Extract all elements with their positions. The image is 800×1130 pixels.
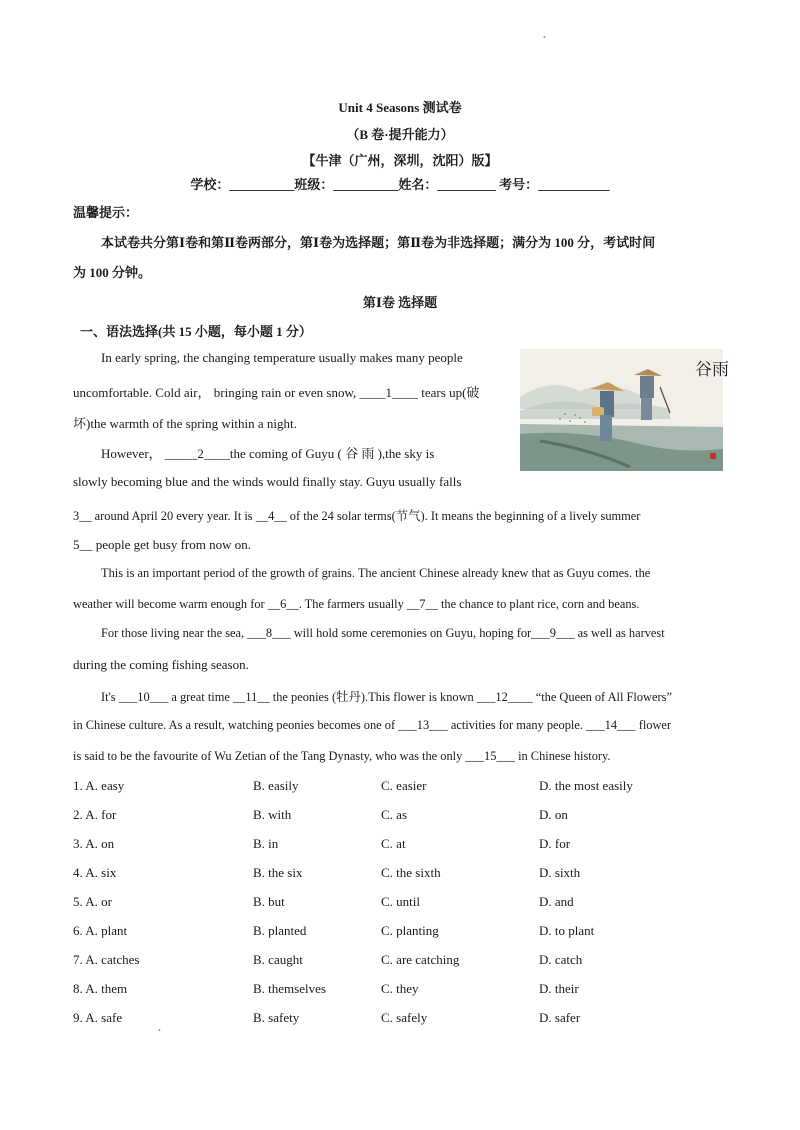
passage-line: However， _____2____the coming of Guyu ( 谷 雨 ),the sky is — [101, 446, 435, 461]
option-text: C. they — [381, 981, 419, 996]
option-text: 7. A. catches — [73, 952, 140, 967]
option-text: B. easily — [253, 778, 299, 793]
option-text: C. at — [381, 836, 406, 851]
part-title: 一、语法选择(共 15 小题，每小题 1 分） — [80, 324, 312, 339]
passage-line: It's ___10___ a great time __11__ the peonies (牡丹).This flower is known ___12____ “the Queen of All Flowers” — [101, 690, 672, 704]
option-text: 3. A. on — [73, 836, 115, 851]
option-text: B. in — [253, 836, 279, 851]
page-mark: • — [543, 33, 546, 42]
painting-title-text: 谷雨 — [695, 360, 729, 380]
option-text: C. until — [381, 894, 421, 909]
passage-line: in Chinese culture. As a result, watching peonies becomes one of ___13___ activities for many people. ___14___ flower — [73, 718, 672, 732]
option-text: 4. A. six — [73, 865, 117, 880]
passage-line: is said to be the favourite of Wu Zetian of the Tang Dynasty, who was the only ___15___ in Chinese history. — [73, 749, 611, 763]
option-text: C. easier — [381, 778, 427, 793]
option-text: B. planted — [253, 923, 307, 938]
passage-line: For those living near the sea, ___8___ will hold some ceremonies on Guyu, hoping for___9___ as well as harvest — [101, 626, 665, 640]
page-mark: • — [158, 1026, 161, 1035]
option-text: B. with — [253, 807, 292, 822]
passage-line: uncomfortable. Cold air， bringing rain or even snow, ____1____ tears up(破 — [73, 385, 480, 400]
option-text: D. sixth — [539, 865, 581, 880]
guyu-painting-svg — [520, 349, 729, 471]
section-title: 第Ⅰ卷 选择题 — [362, 295, 438, 310]
guyu-painting-image — [520, 349, 729, 471]
option-text: D. their — [539, 981, 579, 996]
page-subtitle: （B 卷·提升能力） — [346, 127, 454, 142]
option-text: 2. A. for — [73, 807, 117, 822]
option-text: D. for — [539, 836, 571, 851]
passage-line: 3__ around April 20 every year. It is __4__ of the 24 solar terms(节气). It means the beginning of a lively summer — [73, 509, 641, 523]
option-text: C. are catching — [381, 952, 460, 967]
page-title: Unit 4 Seasons 测试卷 — [338, 100, 462, 115]
option-text: B. the six — [253, 865, 303, 880]
option-text: B. but — [253, 894, 285, 909]
passage-line: In early spring, the changing temperature usually makes many people — [101, 350, 463, 365]
option-text: D. to plant — [539, 923, 595, 938]
notice-line-2: 为 100 分钟。 — [73, 265, 152, 280]
passage-line: This is an important period of the growth of grains. The ancient Chinese already knew that as Guyu comes. the — [101, 566, 651, 580]
option-text: D. safer — [539, 1010, 581, 1025]
option-text: 6. A. plant — [73, 923, 128, 938]
option-text: C. planting — [381, 923, 439, 938]
option-text: 1. A. easy — [73, 778, 125, 793]
option-text: B. safety — [253, 1010, 300, 1025]
option-text: D. the most easily — [539, 778, 633, 793]
student-info-line: 学校：__________班级：__________姓名：_________ 考号：___________ — [190, 177, 610, 192]
option-text: B. themselves — [253, 981, 326, 996]
option-text: C. the sixth — [381, 865, 441, 880]
passage-line: during the coming fishing season. — [73, 657, 249, 672]
option-text: D. and — [539, 894, 574, 909]
passage-line: weather will become warm enough for __6__. The farmers usually __7__ the chance to plant rice, corn and beans. — [73, 597, 640, 611]
edition-label: 【牛津（广州，深圳，沈阳）版】 — [302, 153, 498, 168]
notice-label: 温馨提示： — [73, 205, 139, 220]
option-text: D. catch — [539, 952, 583, 967]
option-text: 8. A. them — [73, 981, 128, 996]
option-text: 9. A. safe — [73, 1010, 123, 1025]
option-text: 5. A. or — [73, 894, 112, 909]
notice-line-1: 本试卷共分第Ⅰ卷和第Ⅱ卷两部分，第Ⅰ卷为选择题；第Ⅱ卷为非选择题；满分为 100 分，考试时间 — [101, 235, 656, 250]
passage-line: 坏)the warmth of the spring within a night. — [73, 416, 297, 431]
option-text: C. safely — [381, 1010, 428, 1025]
option-text: D. on — [539, 807, 568, 822]
passage-line: slowly becoming blue and the winds would finally stay. Guyu usually falls — [73, 474, 462, 489]
option-text: C. as — [381, 807, 407, 822]
passage-line: 5__ people get busy from now on. — [73, 537, 252, 552]
option-text: B. caught — [253, 952, 303, 967]
